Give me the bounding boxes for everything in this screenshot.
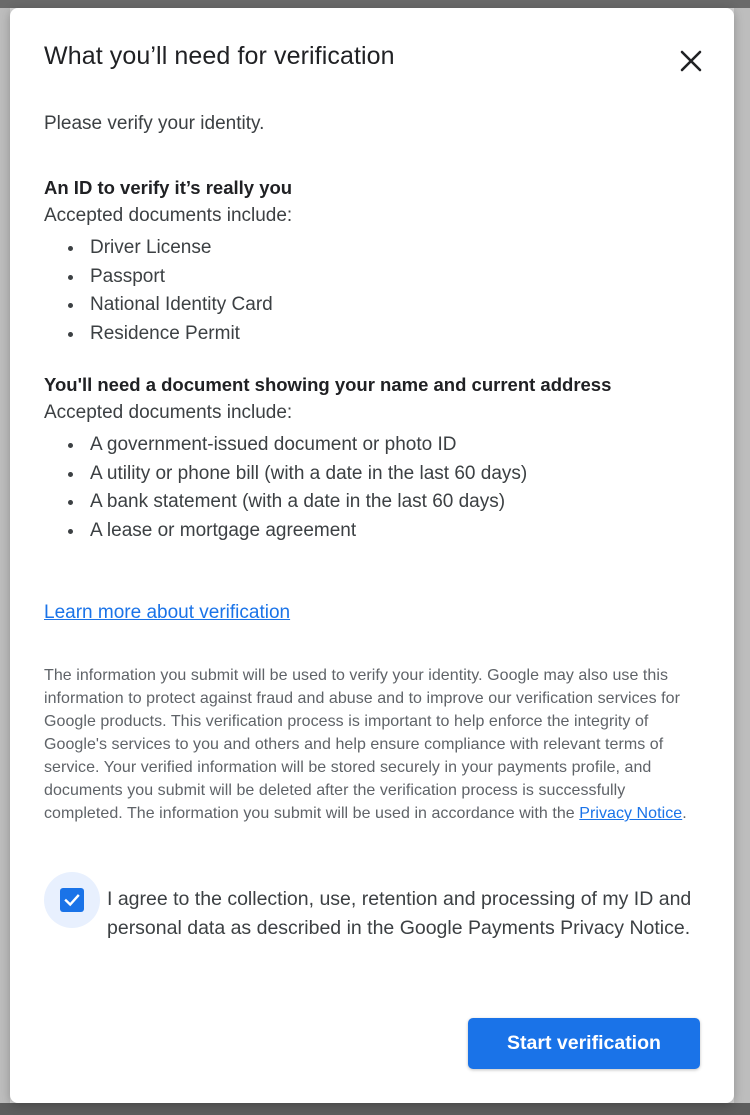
list-item-text: National Identity Card [90,294,273,316]
list-item-text: A government-issued document or photo ID [90,434,457,455]
list-item [44,488,611,517]
intro-text: Please verify your identity. [44,113,265,134]
bullet-icon [68,529,73,534]
verification-dialog [10,8,734,1103]
list-item-text: A lease or mortgage agreement [90,520,357,542]
learn-more-link[interactable]: Learn more about verification [44,602,291,623]
list-item-text: Residence Permit [90,323,240,345]
list-item [44,320,292,349]
list-item-text: Passport [90,265,165,287]
list-item [44,234,292,263]
close-icon [680,50,702,72]
bullet-icon [68,275,73,280]
backdrop-right-edge [734,8,750,1103]
privacy-notice-link[interactable]: Privacy Notice [579,805,683,822]
list-item [44,291,292,320]
bullet-icon [68,472,73,477]
list-item-text: A utility or phone bill (with a date in the last 60 days) [90,462,528,484]
bullet-icon [68,443,73,448]
disclaimer-end: . [682,805,687,822]
list-item-text: Driver License [90,237,212,258]
id-section [44,174,292,349]
privacy-disclaimer [44,664,704,825]
backdrop-bottom-bar [0,1103,750,1115]
list-item [44,517,611,546]
disclaimer-text: The information you submit will be used to verify your identity. Google may also use this information to protect against fraud and abuse and to improve our verification services for Google products. This verification process is important to help enforce the integrity of Google's services to you and others and help ensure compliance with relevant terms of service. Your verified information will be stored securely in your payments profile, and documents you submit will be deleted after the verification process is successfully completed. The information you submit will be used in accordance with the [44,667,680,822]
dialog-title: What you’ll need for verification [44,42,395,70]
bullet-icon [68,332,73,337]
check-icon [63,891,81,909]
list-item [44,263,292,292]
consent-checkbox[interactable] [60,888,84,912]
close-button[interactable] [674,44,708,78]
list-item [44,431,611,460]
section-subheading: Accepted documents include: [44,402,293,423]
bullet-icon [68,246,73,251]
backdrop-left-edge [0,8,10,1103]
backdrop-top-bar [0,0,750,8]
list-item [44,460,611,489]
address-section [44,371,611,546]
list-item-text: A bank statement (with a date in the last 60 days) [90,491,506,513]
bullet-icon [68,500,73,505]
section-heading: An ID to verify it’s really you [44,177,293,198]
address-document-list [44,431,611,546]
section-heading: You'll need a document showing your name and current address [44,374,612,395]
id-document-list [44,234,292,349]
consent-label[interactable]: I agree to the collection, use, retention and processing of my ID and personal data as described in the Google Payments Privacy Notice. [107,888,692,939]
section-subheading: Accepted documents include: [44,205,293,226]
start-verification-button[interactable]: Start verification [468,1018,700,1069]
bullet-icon [68,303,73,308]
